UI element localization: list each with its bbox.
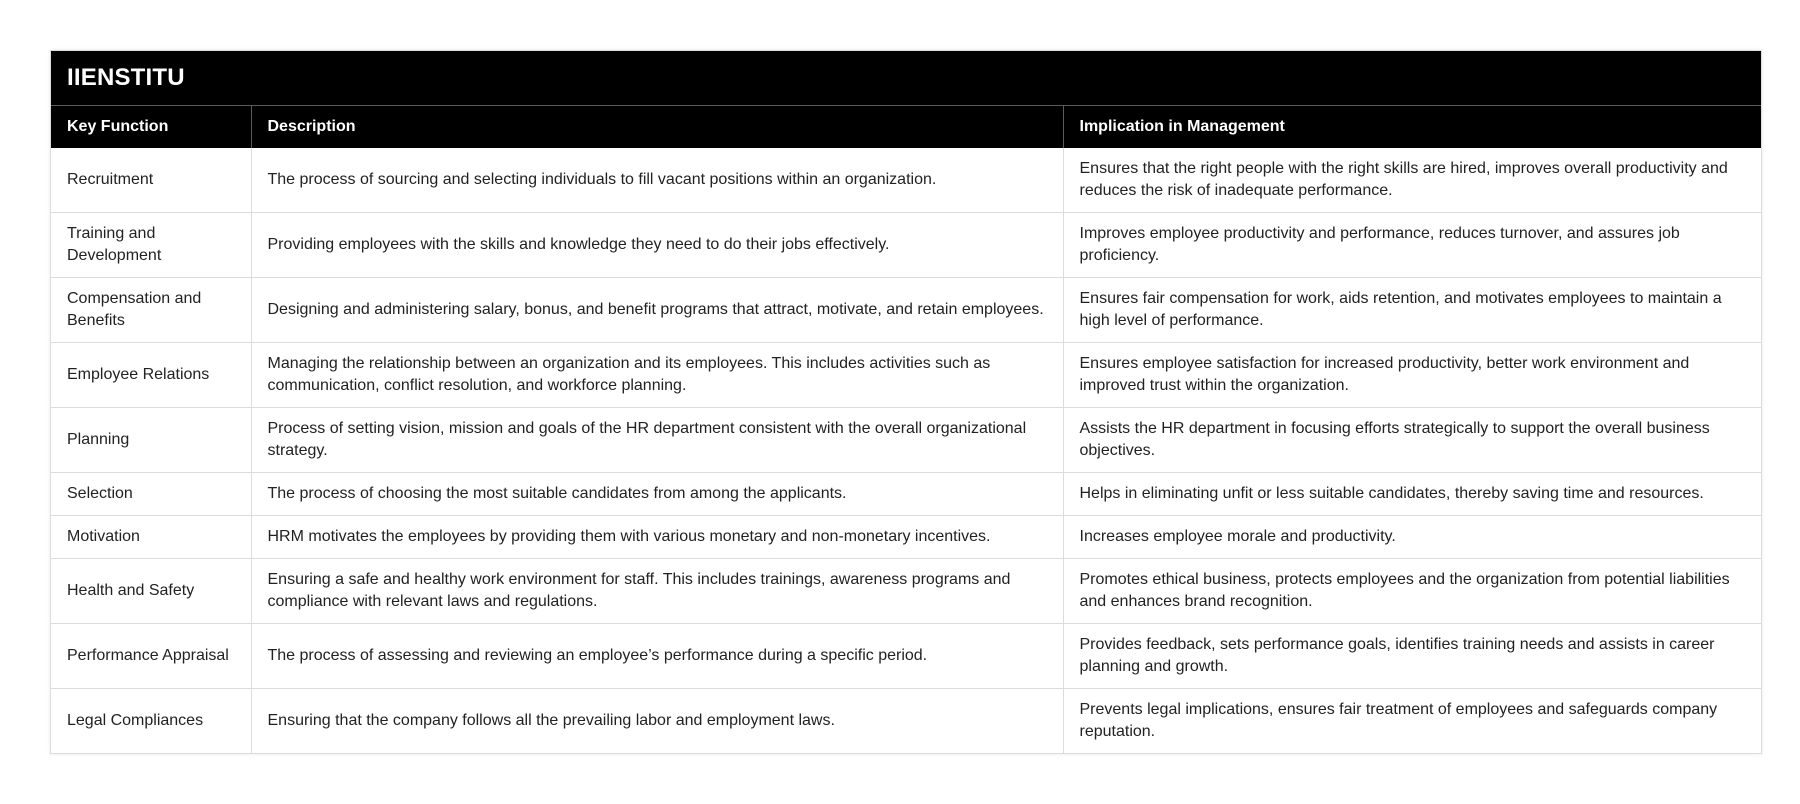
key-function-cell: Performance Appraisal <box>51 624 251 689</box>
description-cell: Ensuring that the company follows all the prevailing labor and employment laws. <box>251 689 1063 754</box>
table-row <box>51 343 1761 408</box>
table-row <box>51 213 1761 278</box>
key-function-cell: Compensation and Benefits <box>51 278 251 343</box>
header-row <box>51 106 1761 148</box>
key-function-cell: Recruitment <box>51 148 251 213</box>
implication-cell: Ensures fair compensation for work, aids retention, and motivates employees to maintain a high level of performance. <box>1063 278 1761 343</box>
column-header-key-function: Key Function <box>51 106 251 148</box>
description-cell: Process of setting vision, mission and goals of the HR department consistent with the overall organizational strategy. <box>251 408 1063 473</box>
column-header-implication: Implication in Management <box>1063 106 1761 148</box>
description-cell: Managing the relationship between an organization and its employees. This includes activities such as communication, conflict resolution, and workforce planning. <box>251 343 1063 408</box>
table-row <box>51 148 1761 213</box>
key-function-cell: Planning <box>51 408 251 473</box>
key-function-cell: Training and Development <box>51 213 251 278</box>
table-row <box>51 559 1761 624</box>
key-function-cell: Health and Safety <box>51 559 251 624</box>
implication-cell: Increases employee morale and productivity. <box>1063 516 1761 559</box>
implication-cell: Ensures that the right people with the right skills are hired, improves overall productivity and reduces the risk of inadequate performance. <box>1063 148 1761 213</box>
table-row <box>51 473 1761 516</box>
table-body <box>51 148 1761 753</box>
implication-cell: Helps in eliminating unfit or less suitable candidates, thereby saving time and resources. <box>1063 473 1761 516</box>
hr-functions-table-container <box>50 50 1762 754</box>
implication-cell: Promotes ethical business, protects employees and the organization from potential liabilities and enhances brand recognition. <box>1063 559 1761 624</box>
table-row <box>51 516 1761 559</box>
table-header <box>51 106 1761 148</box>
table-row <box>51 624 1761 689</box>
description-cell: The process of assessing and reviewing an employee’s performance during a specific period. <box>251 624 1063 689</box>
description-cell: Designing and administering salary, bonus, and benefit programs that attract, motivate, and retain employees. <box>251 278 1063 343</box>
brand-title: IIENSTITU <box>51 51 1761 106</box>
table-row <box>51 278 1761 343</box>
description-cell: Providing employees with the skills and knowledge they need to do their jobs effectively. <box>251 213 1063 278</box>
implication-cell: Ensures employee satisfaction for increased productivity, better work environment and improved trust within the organization. <box>1063 343 1761 408</box>
column-header-description: Description <box>251 106 1063 148</box>
implication-cell: Assists the HR department in focusing efforts strategically to support the overall business objectives. <box>1063 408 1761 473</box>
table-row <box>51 689 1761 754</box>
implication-cell: Provides feedback, sets performance goals, identifies training needs and assists in career planning and growth. <box>1063 624 1761 689</box>
implication-cell: Improves employee productivity and performance, reduces turnover, and assures job proficiency. <box>1063 213 1761 278</box>
description-cell: Ensuring a safe and healthy work environment for staff. This includes trainings, awareness programs and compliance with relevant laws and regulations. <box>251 559 1063 624</box>
description-cell: The process of sourcing and selecting individuals to fill vacant positions within an organization. <box>251 148 1063 213</box>
key-function-cell: Selection <box>51 473 251 516</box>
hr-functions-table <box>51 106 1761 753</box>
implication-cell: Prevents legal implications, ensures fair treatment of employees and safeguards company reputation. <box>1079 701 1718 740</box>
description-cell: The process of choosing the most suitable candidates from among the applicants. <box>251 473 1063 516</box>
key-function-cell: Employee Relations <box>51 343 251 408</box>
description-cell: HRM motivates the employees by providing them with various monetary and non-monetary incentives. <box>251 516 1063 559</box>
table-row <box>51 408 1761 473</box>
key-function-cell: Legal Compliances <box>51 689 251 754</box>
key-function-cell: Motivation <box>51 516 251 559</box>
